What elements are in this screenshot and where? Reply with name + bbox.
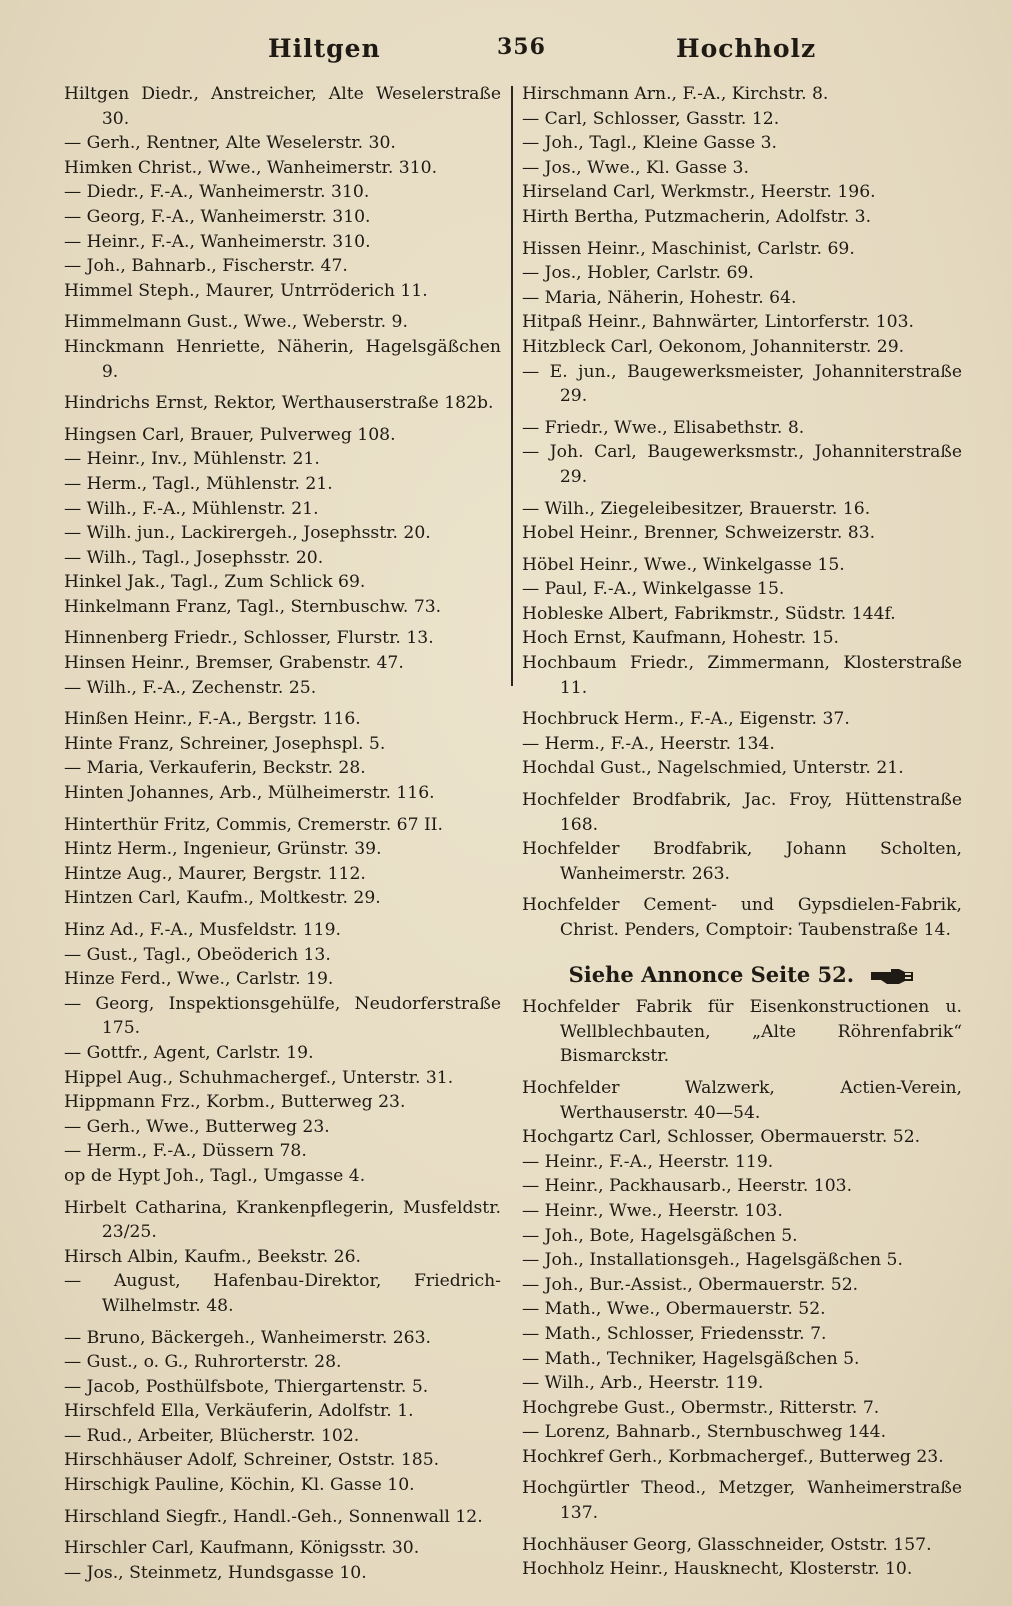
directory-entry: — Friedr., Wwe., Elisabethstr. 8. xyxy=(522,417,805,438)
directory-entry: — Gottfr., Agent, Carlstr. 19. xyxy=(64,1042,314,1063)
directory-entry: — Heinr., F.-A., Heerstr. 119. xyxy=(522,1151,774,1172)
directory-entry: Himken Christ., Wwe., Wanheimerstr. 310. xyxy=(64,157,438,178)
directory-entry: Hochfelder Walzwerk, Actien-Verein, Werthauserstr. 40—54. xyxy=(522,1077,962,1123)
directory-entry: — Gust., Tagl., Obeöderich 13. xyxy=(64,944,331,965)
right-column-bottom xyxy=(522,995,962,1582)
directory-entry: Hobel Heinr., Brenner, Schweizerstr. 83. xyxy=(522,523,876,544)
directory-entry: Hochgrebe Gust., Obermstr., Ritterstr. 7. xyxy=(522,1397,880,1418)
directory-entry: — Heinr., F.-A., Wanheimerstr. 310. xyxy=(64,231,371,252)
directory-entry: Hirsch Albin, Kaufm., Beekstr. 26. xyxy=(64,1246,361,1267)
directory-entry: — Wilh., F.-A., Zechenstr. 25. xyxy=(64,677,317,698)
directory-entry: — Wilh., Ziegeleibesitzer, Brauerstr. 16. xyxy=(522,498,871,519)
directory-entry: Hitzbleck Carl, Oekonom, Johanniterstr. 29. xyxy=(522,336,905,357)
directory-entry: — Herm., Tagl., Mühlenstr. 21. xyxy=(64,473,333,494)
directory-entry: Hochholz Heinr., Hausknecht, Klosterstr. 10. xyxy=(522,1559,913,1580)
directory-entry: Hintze Aug., Maurer, Bergstr. 112. xyxy=(64,863,366,884)
directory-entry: — Jos., Steinmetz, Hundsgasse 10. xyxy=(64,1562,367,1583)
directory-entry: Hinz Ad., F.-A., Musfeldstr. 119. xyxy=(64,920,341,940)
directory-entry: Himmelmann Gust., Wwe., Weberstr. 9. xyxy=(64,312,408,333)
directory-entry: — Math., Techniker, Hagelsgäßchen 5. xyxy=(522,1348,860,1369)
directory-entry: Hobleske Albert, Fabrikmstr., Südstr. 144f. xyxy=(522,603,896,624)
directory-entry: — Wilh., Arb., Heerstr. 119. xyxy=(522,1373,764,1394)
directory-entry: Hitpaß Heinr., Bahnwärter, Lintorferstr. 103. xyxy=(522,312,915,333)
directory-entry: Hirschhäuser Adolf, Schreiner, Oststr. 185. xyxy=(64,1450,440,1471)
directory-entry: Hissen Heinr., Maschinist, Carlstr. 69. xyxy=(522,238,855,259)
directory-entry: Hochbruck Herm., F.-A., Eigenstr. 37. xyxy=(522,709,850,730)
directory-entry: Hochfelder Fabrik für Eisenkonstructionen u. Wellblechbauten, „Alte Röhrenfabrik“ Bismarckstr. xyxy=(522,997,962,1067)
directory-entry: Hochkref Gerh., Korbmachergef., Butterweg 23. xyxy=(522,1446,944,1467)
directory-entry: Hinßen Heinr., F.-A., Bergstr. 116. xyxy=(64,709,361,730)
directory-entry: Hirschfeld Ella, Verkäuferin, Adolfstr. 1. xyxy=(64,1401,414,1422)
header-last-name: Hochholz xyxy=(676,34,817,63)
directory-entry: — Maria, Verkauferin, Beckstr. 28. xyxy=(64,758,366,779)
right-column-top xyxy=(522,82,962,943)
directory-entry: — Georg, Inspektionsgehülfe, Neudorferstraße 175. xyxy=(64,993,501,1039)
directory-entry: — E. jun., Baugewerksmeister, Johanniterstraße 29. xyxy=(522,361,962,407)
directory-entry: Hirschland Siegfr., Handl.-Geh., Sonnenwall 12. xyxy=(64,1506,483,1527)
right-column xyxy=(522,82,962,1582)
directory-entry: — Georg, F.-A., Wanheimerstr. 310. xyxy=(64,206,371,227)
directory-entry: Hirschmann Arn., F.-A., Kirchstr. 8. xyxy=(522,84,829,104)
column-divider xyxy=(511,86,513,686)
header-first-name: Hiltgen xyxy=(268,34,381,63)
directory-entry: — Wilh., F.-A., Mühlenstr. 21. xyxy=(64,498,319,519)
directory-entry: — Paul, F.-A., Winkelgasse 15. xyxy=(522,579,785,600)
directory-entry: Höbel Heinr., Wwe., Winkelgasse 15. xyxy=(522,554,845,575)
directory-entry: Hochfelder Cement- und Gypsdielen-Fabrik, Christ. Penders, Comptoir: Taubenstraße 14. xyxy=(522,895,962,940)
directory-entry: — Herm., F.-A., Düssern 78. xyxy=(64,1141,307,1162)
directory-entry: — Diedr., F.-A., Wanheimerstr. 310. xyxy=(64,182,370,203)
pointing-hand-icon xyxy=(869,967,915,985)
directory-entry: — Joh., Bahnarb., Fischerstr. 47. xyxy=(64,256,348,277)
directory-entry: Hinkel Jak., Tagl., Zum Schlick 69. xyxy=(64,572,366,593)
directory-entry: — Carl, Schlosser, Gasstr. 12. xyxy=(522,108,780,129)
directory-entry: — Herm., F.-A., Heerstr. 134. xyxy=(522,733,775,754)
directory-entry: Hindrichs Ernst, Rektor, Werthauserstraße 182b. xyxy=(64,393,494,414)
directory-entry: — Wilh. jun., Lackirergeh., Josephsstr. 20. xyxy=(64,523,431,544)
directory-entry: Hochfelder Brodfabrik, Johann Scholten, Wanheimerstr. 263. xyxy=(522,839,962,884)
directory-entry: Hirseland Carl, Werkmstr., Heerstr. 196. xyxy=(522,182,876,203)
directory-entry: — Heinr., Wwe., Heerstr. 103. xyxy=(522,1200,783,1221)
directory-entry: Hinckmann Henriette, Näherin, Hagelsgäßchen 9. xyxy=(64,336,501,382)
directory-entry: — Joh., Bur.-Assist., Obermauerstr. 52. xyxy=(522,1274,859,1295)
directory-entry: — Math., Wwe., Obermauerstr. 52. xyxy=(522,1299,826,1320)
directory-entry: — Gerh., Wwe., Butterweg 23. xyxy=(64,1116,330,1137)
directory-entry: Hochdal Gust., Nagelschmied, Unterstr. 21. xyxy=(522,758,904,779)
directory-entry: — Rud., Arbeiter, Blücherstr. 102. xyxy=(64,1425,360,1446)
directory-entry: Hochfelder Brodfabrik, Jac. Froy, Hüttenstraße 168. xyxy=(522,790,962,835)
directory-entry: — Gerh., Rentner, Alte Weselerstr. 30. xyxy=(64,133,396,154)
directory-entry: Hinte Franz, Schreiner, Josephspl. 5. xyxy=(64,733,386,754)
directory-entry: — August, Hafenbau-Direktor, Friedrich-Wilhelmstr. 48. xyxy=(64,1271,501,1316)
page-number: 356 xyxy=(497,34,546,60)
directory-entry: — Jos., Wwe., Kl. Gasse 3. xyxy=(522,157,749,178)
directory-entry: Hintzen Carl, Kaufm., Moltkestr. 29. xyxy=(64,888,381,909)
page-header xyxy=(0,34,1012,74)
directory-entry: — Lorenz, Bahnarb., Sternbuschweg 144. xyxy=(522,1422,887,1443)
directory-entry: Hinterthür Fritz, Commis, Cremerstr. 67 II. xyxy=(64,814,444,835)
directory-entry: Hippel Aug., Schuhmachergef., Unterstr. 31. xyxy=(64,1067,454,1088)
directory-entry: Hintz Herm., Ingenieur, Grünstr. 39. xyxy=(64,839,382,860)
directory-entry: Hirbelt Catharina, Krankenpflegerin, Musfeldstr. 23/25. xyxy=(64,1197,501,1243)
directory-entry: Hochbaum Friedr., Zimmermann, Klosterstraße 11. xyxy=(522,653,962,698)
directory-entry: Hinten Johannes, Arb., Mülheimerstr. 116. xyxy=(64,783,435,804)
directory-entry: Hochgartz Carl, Schlosser, Obermauerstr. 52. xyxy=(522,1127,921,1148)
directory-entry: — Jos., Hobler, Carlstr. 69. xyxy=(522,263,754,284)
directory-entry: — Joh., Bote, Hagelsgäßchen 5. xyxy=(522,1225,798,1246)
directory-entry: — Heinr., Packhausarb., Heerstr. 103. xyxy=(522,1176,853,1197)
directory-entry: Hingsen Carl, Brauer, Pulverweg 108. xyxy=(64,424,396,445)
directory-entry: — Jacob, Posthülfsbote, Thiergartenstr. 5. xyxy=(64,1376,429,1397)
directory-entry: Hirschler Carl, Kaufmann, Königsstr. 30. xyxy=(64,1538,420,1559)
directory-entry: Hoch Ernst, Kaufmann, Hohestr. 15. xyxy=(522,628,840,649)
directory-entry: — Bruno, Bäckergeh., Wanheimerstr. 263. xyxy=(64,1327,432,1348)
directory-entry: — Maria, Näherin, Hohestr. 64. xyxy=(522,287,797,308)
directory-entry: op de Hypt Joh., Tagl., Umgasse 4. xyxy=(64,1165,366,1186)
directory-entry: Hinkelmann Franz, Tagl., Sternbuschw. 73. xyxy=(64,596,442,617)
directory-entry: Hochgürtler Theod., Metzger, Wanheimerstraße 137. xyxy=(522,1478,962,1524)
directory-entry: — Wilh., Tagl., Josephsstr. 20. xyxy=(64,547,324,568)
directory-entry: Hinnenberg Friedr., Schlosser, Flurstr. 13. xyxy=(64,628,434,649)
directory-entry: Hinsen Heinr., Bremser, Grabenstr. 47. xyxy=(64,653,404,674)
directory-entry: — Joh., Tagl., Kleine Gasse 3. xyxy=(522,133,777,154)
notice-text: Siehe Annonce Seite 52. xyxy=(568,961,855,987)
directory-entry: Hinze Ferd., Wwe., Carlstr. 19. xyxy=(64,969,334,990)
directory-entry: — Joh. Carl, Baugewerksmstr., Johanniterstraße 29. xyxy=(522,442,962,487)
directory-entry: — Joh., Installationsgeh., Hagelsgäßchen 5. xyxy=(522,1250,903,1271)
directory-entry: Himmel Steph., Maurer, Untrröderich 11. xyxy=(64,280,428,301)
left-column xyxy=(64,82,501,1585)
directory-entry: — Heinr., Inv., Mühlenstr. 21. xyxy=(64,449,320,470)
directory-entry: — Gust., o. G., Ruhrorterstr. 28. xyxy=(64,1352,342,1373)
directory-entry: Hirth Bertha, Putzmacherin, Adolfstr. 3. xyxy=(522,206,872,227)
directory-entry: Hiltgen Diedr., Anstreicher, Alte Weselerstraße 30. xyxy=(64,84,501,129)
directory-entry: Hochhäuser Georg, Glasschneider, Oststr. 157. xyxy=(522,1534,932,1555)
advertisement-notice xyxy=(522,963,962,988)
directory-entry: Hirschigk Pauline, Köchin, Kl. Gasse 10. xyxy=(64,1475,415,1496)
directory-entry: — Math., Schlosser, Friedensstr. 7. xyxy=(522,1323,827,1344)
directory-entry: Hippmann Frz., Korbm., Butterweg 23. xyxy=(64,1092,406,1113)
